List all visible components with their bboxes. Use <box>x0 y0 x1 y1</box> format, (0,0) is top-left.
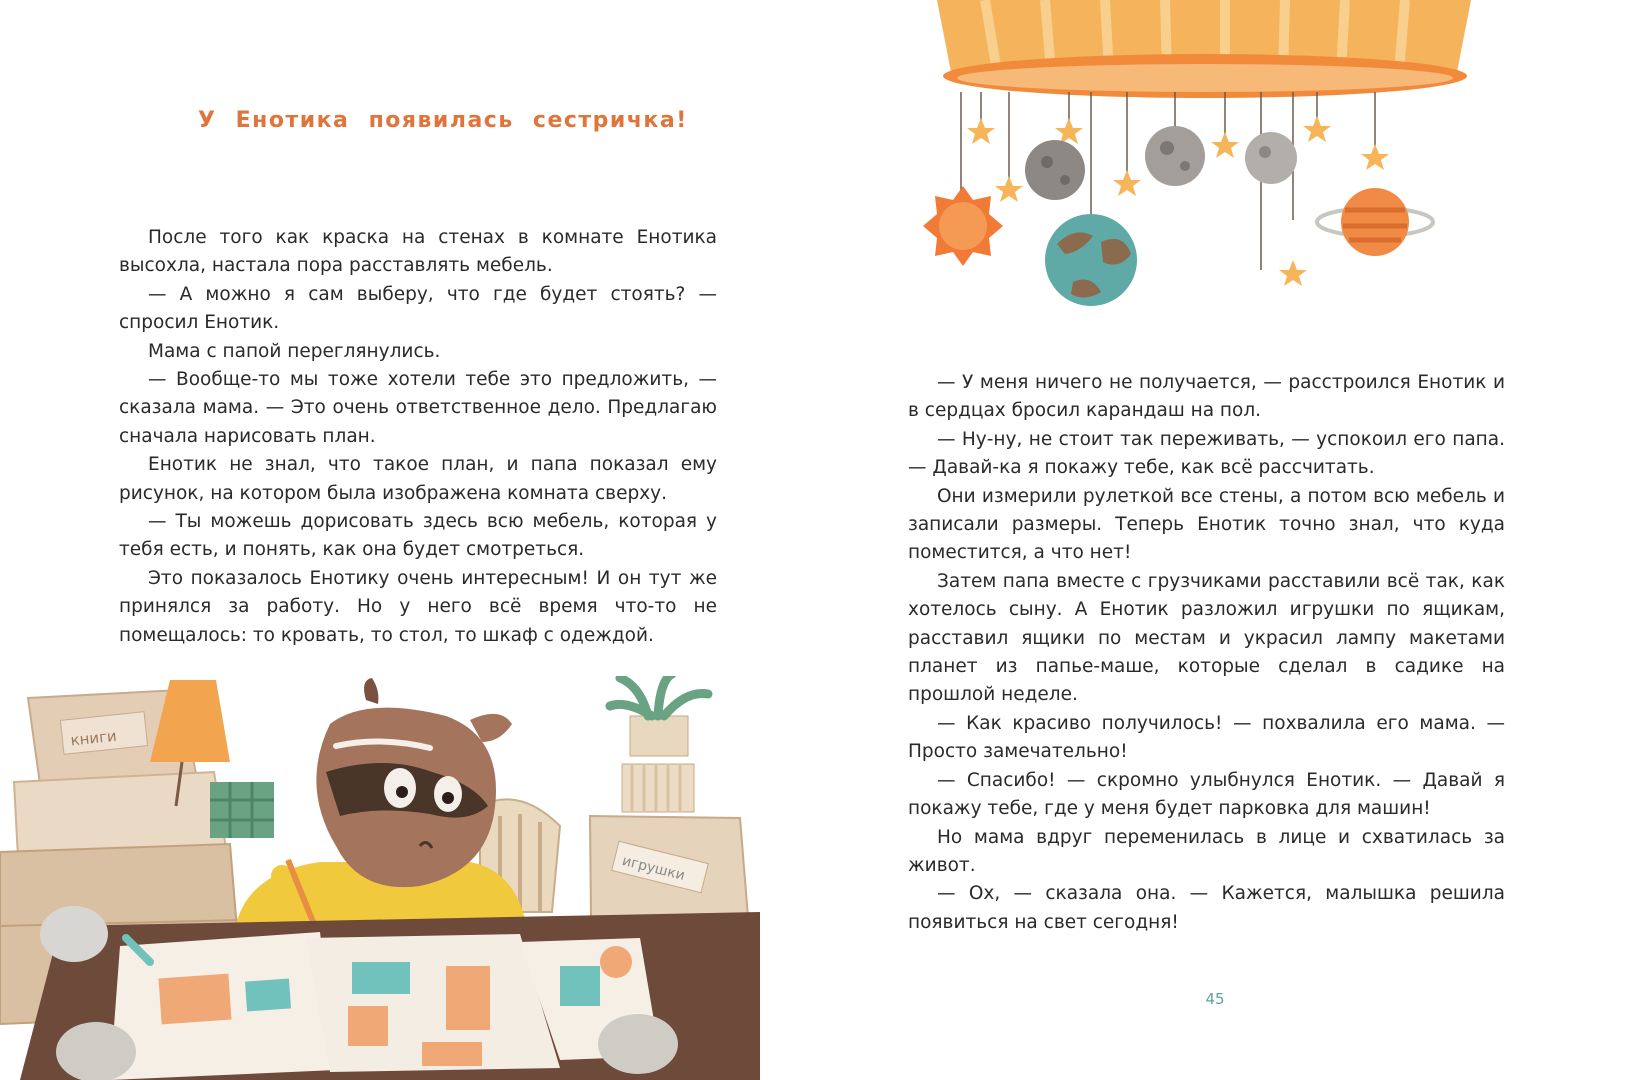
paragraph: Мама с папой переглянулись. <box>148 340 441 362</box>
paragraph: Енотик не знал, что такое план, и папа показал ему рисунок, на котором была изображена комната сверху. <box>119 454 717 504</box>
right-page <box>815 0 1630 1080</box>
paragraph: — А можно я сам выберу, что где будет стоять? — спросил Енотик. <box>119 283 717 334</box>
paragraph: Затем папа вместе с грузчиками расставили всё так, как хотелось сыну. А Енотик разложил игрушки по ящикам, расставил ящики по местам и украсил лампу макетами планет из папье-маше, которые сделал в садике на прошлой неделе. <box>908 570 1505 706</box>
chapter-title: У Енотика появилась сестричка! <box>198 108 688 133</box>
raccoon-drawing-at-desk-icon <box>0 676 760 1080</box>
right-text-block <box>908 369 1505 937</box>
lamp-with-planet-mobile-illustration <box>905 0 1505 340</box>
paragraph: — Ох, — сказала она. — Кажется, малышка решила появиться на свет сегодня! <box>908 883 1505 933</box>
paragraph: Они измерили рулеткой все стены, а потом всю мебель и записали размеры. Теперь Енотик точно знал, что куда поместится, а что нет! <box>908 485 1505 564</box>
left-text-block <box>119 224 717 650</box>
paragraph: — Вообще-то мы тоже хотели тебе это предложить, — сказала мама. — Это очень ответственное дело. Предлагаю сначала нарисовать план. <box>119 369 717 447</box>
page-number: 45 <box>1205 990 1225 1008</box>
paragraph: — Как красиво получилось! — похвалила его мама. — Просто замечательно! <box>908 712 1505 763</box>
raccoon-drawing-at-desk-illustration <box>0 676 760 1080</box>
paragraph: После того как краска на стенах в комнате Енотика высохла, настала пора расставлять мебель. <box>119 227 717 277</box>
paragraph: — Ты можешь дорисовать здесь всю мебель, которая у тебя есть, и понять, как она будет смотреться. <box>119 511 717 561</box>
paragraph: Это показалось Енотику очень интересным! И он тут же принялся за работу. Но у него всё время что-то не помещалось: то кровать, то стол, то шкаф с одеждой. <box>119 567 717 646</box>
paragraph: — Спасибо! — скромно улыбнулся Енотик. — Давай я покажу тебе, где у меня будет парковка для машин! <box>908 769 1505 820</box>
box-books-label: книги <box>69 726 118 750</box>
paragraph: — Ну-ну, не стоит так переживать, — успокоил его папа. — Давай-ка я покажу тебе, как всё рассчитать. <box>908 428 1505 479</box>
box-toys-label: игрушки <box>620 852 687 884</box>
paragraph: Но мама вдруг переменилась в лице и схватилась за живот. <box>908 826 1505 876</box>
lamp-with-planet-mobile-icon <box>905 0 1505 340</box>
paragraph: — У меня ничего не получается, — расстроился Енотик и в сердцах бросил карандаш на пол. <box>908 372 1505 422</box>
